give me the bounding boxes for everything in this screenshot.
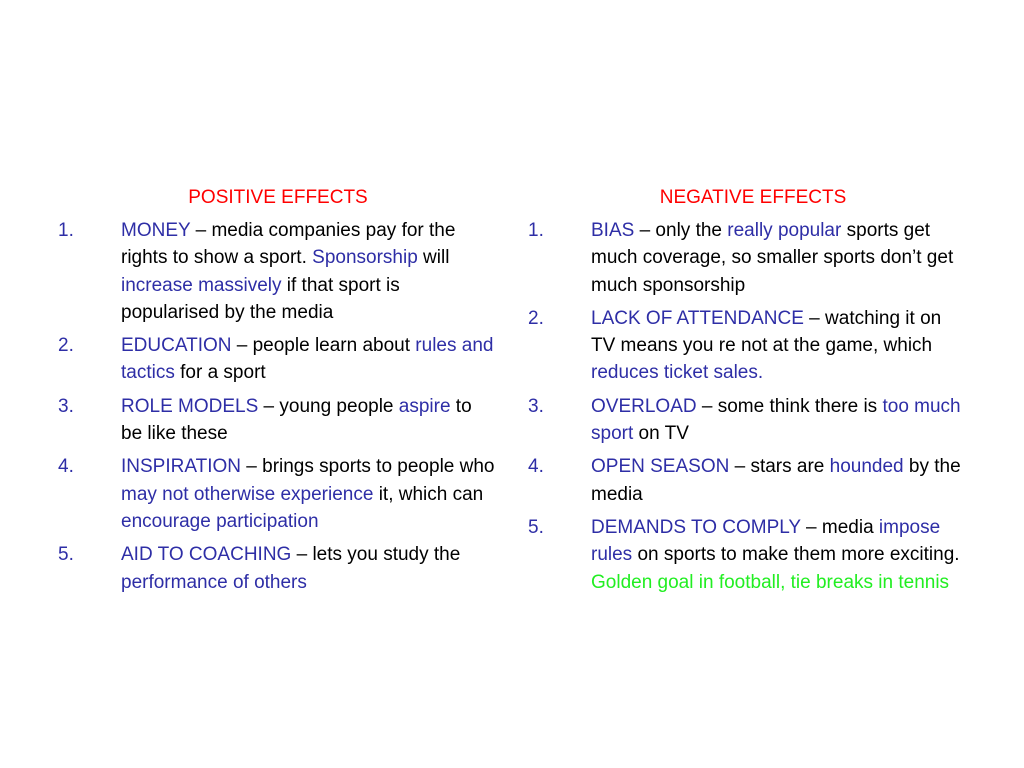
item-text (121, 332, 498, 387)
body-text: – people learn about (231, 335, 416, 357)
positive-effect-item (58, 541, 498, 596)
highlight-text: ROLE MODELS (121, 395, 259, 417)
negative-effect-item (528, 305, 968, 387)
body-text: will (417, 247, 450, 269)
item-number: 1. (528, 220, 544, 241)
item-text (121, 393, 498, 448)
highlight-text: AID TO COACHING (121, 544, 292, 566)
item-text (591, 217, 968, 299)
negative-effect-item (528, 393, 968, 448)
item-number: 5. (58, 544, 74, 566)
highlight-text: too much sport (591, 395, 961, 445)
item-text (591, 305, 968, 387)
highlight-text: may not otherwise experience (121, 483, 374, 505)
highlight-text: EDUCATION (121, 335, 232, 357)
body-text: by the media (591, 456, 961, 505)
body-text: – only the (634, 220, 728, 241)
highlight-text: rules and tactics (121, 335, 494, 384)
item-number: 5. (528, 516, 544, 538)
positive-effects-column (58, 184, 498, 602)
body-text: sports get much coverage, so smaller sports don’t get much sponsorship (591, 220, 954, 296)
body-text: on sports to make them more exciting. (632, 544, 960, 566)
positive-effect-item (58, 332, 498, 387)
highlight-text: performance of others (121, 571, 307, 593)
negative-effects-heading: NEGATIVE EFFECTS (659, 187, 847, 208)
example-text: Golden goal in football, tie breaks in tennis (591, 571, 950, 593)
positive-effects-list (58, 217, 498, 596)
positive-effects-heading: POSITIVE EFFECTS (188, 187, 368, 208)
highlight-text: MONEY (121, 220, 191, 241)
positive-effect-item (58, 393, 498, 448)
negative-effects-list (528, 217, 968, 596)
item-number: 3. (528, 395, 544, 417)
negative-effect-item (528, 217, 968, 299)
highlight-text: reduces ticket sales. (591, 362, 764, 384)
item-text (591, 514, 968, 596)
item-text (121, 541, 498, 596)
item-number: 2. (528, 307, 544, 329)
highlight-text: encourage participation (121, 510, 319, 532)
highlight-text: OVERLOAD (591, 395, 697, 417)
body-text: – watching it on TV means you re not at the game, which (591, 307, 942, 357)
item-text (591, 453, 968, 508)
body-text: – media companies pay for the rights to show a sport. (121, 220, 456, 269)
body-text: if that sport is popularised by the media (121, 274, 400, 323)
highlight-text: aspire (398, 395, 451, 417)
highlight-text: hounded (829, 456, 904, 478)
body-text: – brings sports to people who (241, 456, 495, 478)
highlight-text: Sponsorship (312, 247, 418, 269)
positive-effect-item (58, 217, 498, 326)
body-text: to be like these (121, 395, 472, 445)
highlight-text: increase massively (121, 274, 282, 296)
negative-effects-column (528, 184, 968, 602)
highlight-text: DEMANDS TO COMPLY (591, 516, 801, 538)
item-number: 4. (58, 456, 74, 478)
body-text: – stars are (729, 456, 830, 478)
highlight-text: OPEN SEASON (591, 456, 730, 478)
highlight-text: impose rules (591, 516, 941, 566)
item-number: 4. (528, 456, 544, 478)
item-number: 2. (58, 335, 74, 357)
highlight-text: LACK OF ATTENDANCE (591, 307, 804, 329)
body-text: for a sport (174, 362, 266, 384)
body-text: – lets you study the (291, 544, 461, 566)
item-text (121, 453, 498, 535)
body-text: – young people (258, 395, 399, 417)
item-text (121, 217, 498, 326)
body-text: – some think there is (696, 395, 883, 417)
item-number: 3. (58, 395, 74, 417)
negative-effect-item (528, 514, 968, 596)
item-number: 1. (58, 220, 74, 241)
highlight-text: INSPIRATION (121, 456, 241, 478)
body-text: on TV (633, 423, 689, 445)
body-text: it, which can (373, 483, 484, 505)
highlight-text: really popular (727, 220, 842, 241)
positive-effect-item (58, 453, 498, 535)
highlight-text: BIAS (591, 220, 635, 241)
body-text: – media (800, 516, 879, 538)
item-text (591, 393, 968, 448)
negative-effect-item (528, 453, 968, 508)
